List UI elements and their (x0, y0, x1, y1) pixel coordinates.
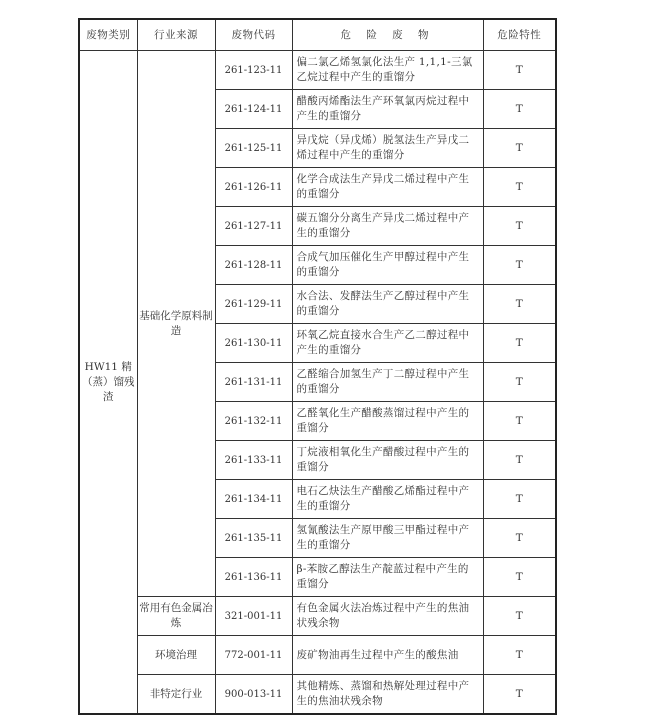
header-industry: 行业来源 (137, 19, 215, 51)
hazard-property-cell: T (483, 246, 556, 285)
waste-code-cell: 261-135-11 (215, 519, 292, 558)
header-category: 废物类别 (79, 19, 137, 51)
hazard-property-cell: T (483, 675, 556, 715)
hazardous-waste-table (78, 18, 557, 715)
waste-category-cell: HW11 精（蒸）馏残渣 (79, 51, 137, 715)
waste-code-cell: 261-128-11 (215, 246, 292, 285)
industry-source-cell: 环境治理 (137, 636, 215, 675)
hazard-property-cell: T (483, 168, 556, 207)
waste-code-cell: 321-001-11 (215, 597, 292, 636)
hazard-property-cell: T (483, 597, 556, 636)
table-header-row (79, 19, 556, 51)
waste-code-cell: 261-136-11 (215, 558, 292, 597)
waste-description-cell: 化学合成法生产异戊二烯过程中产生的重馏分 (292, 168, 483, 207)
header-code: 废物代码 (215, 19, 292, 51)
waste-description-cell: 碳五馏分分离生产异戊二烯过程中产生的重馏分 (292, 207, 483, 246)
hazard-property-cell: T (483, 519, 556, 558)
hazard-property-cell: T (483, 285, 556, 324)
hazard-property-cell: T (483, 441, 556, 480)
industry-source-cell: 常用有色金属冶炼 (137, 597, 215, 636)
waste-code-cell: 261-123-11 (215, 51, 292, 90)
hazard-property-cell: T (483, 363, 556, 402)
waste-code-cell: 261-131-11 (215, 363, 292, 402)
hazard-property-cell: T (483, 636, 556, 675)
industry-source-cell: 非特定行业 (137, 675, 215, 715)
waste-code-cell: 261-132-11 (215, 402, 292, 441)
hazard-property-cell: T (483, 480, 556, 519)
table-row (79, 636, 556, 675)
waste-code-cell: 261-125-11 (215, 129, 292, 168)
hazard-property-cell: T (483, 129, 556, 168)
industry-source-cell: 基础化学原料制造 (137, 51, 215, 597)
waste-description-cell: 醋酸丙烯酯法生产环氧氯丙烷过程中产生的重馏分 (292, 90, 483, 129)
header-hazard: 危险特性 (483, 19, 556, 51)
waste-description-cell: β-苯胺乙醇法生产靛蓝过程中产生的重馏分 (292, 558, 483, 597)
header-waste: 危 险 废 物 (292, 19, 483, 51)
waste-code-cell: 900-013-11 (215, 675, 292, 715)
waste-code-cell: 261-127-11 (215, 207, 292, 246)
table-row (79, 675, 556, 715)
waste-description-cell: 合成气加压催化生产甲醇过程中产生的重馏分 (292, 246, 483, 285)
waste-code-cell: 772-001-11 (215, 636, 292, 675)
waste-code-cell: 261-124-11 (215, 90, 292, 129)
waste-code-cell: 261-126-11 (215, 168, 292, 207)
hazard-property-cell: T (483, 402, 556, 441)
waste-description-cell: 异戊烷（异戊烯）脱氢法生产异戊二烯过程中产生的重馏分 (292, 129, 483, 168)
waste-description-cell: 水合法、发酵法生产乙醇过程中产生的重馏分 (292, 285, 483, 324)
hazard-property-cell: T (483, 324, 556, 363)
hazard-property-cell: T (483, 558, 556, 597)
waste-code-cell: 261-130-11 (215, 324, 292, 363)
waste-code-cell: 261-133-11 (215, 441, 292, 480)
waste-description-cell: 电石乙炔法生产醋酸乙烯酯过程中产生的重馏分 (292, 480, 483, 519)
waste-description-cell: 偏二氯乙烯氢氯化法生产 1,1,1-三氯乙烷过程中产生的重馏分 (292, 51, 483, 90)
waste-code-cell: 261-134-11 (215, 480, 292, 519)
waste-code-cell: 261-129-11 (215, 285, 292, 324)
table-row (79, 51, 556, 90)
hazard-property-cell: T (483, 51, 556, 90)
waste-description-cell: 废矿物油再生过程中产生的酸焦油 (292, 636, 483, 675)
hazard-property-cell: T (483, 90, 556, 129)
hazard-property-cell: T (483, 207, 556, 246)
waste-description-cell: 环氧乙烷直接水合生产乙二醇过程中产生的重馏分 (292, 324, 483, 363)
table-row (79, 597, 556, 636)
waste-description-cell: 乙醛氧化生产醋酸蒸馏过程中产生的重馏分 (292, 402, 483, 441)
table-body (79, 51, 556, 715)
waste-description-cell: 丁烷液相氧化生产醋酸过程中产生的重馏分 (292, 441, 483, 480)
waste-description-cell: 氢氰酸法生产原甲酸三甲酯过程中产生的重馏分 (292, 519, 483, 558)
waste-description-cell: 其他精炼、蒸馏和热解处理过程中产生的焦油状残余物 (292, 675, 483, 715)
waste-description-cell: 有色金属火法冶炼过程中产生的焦油状残余物 (292, 597, 483, 636)
waste-description-cell: 乙醛缩合加氢生产丁二醇过程中产生的重馏分 (292, 363, 483, 402)
